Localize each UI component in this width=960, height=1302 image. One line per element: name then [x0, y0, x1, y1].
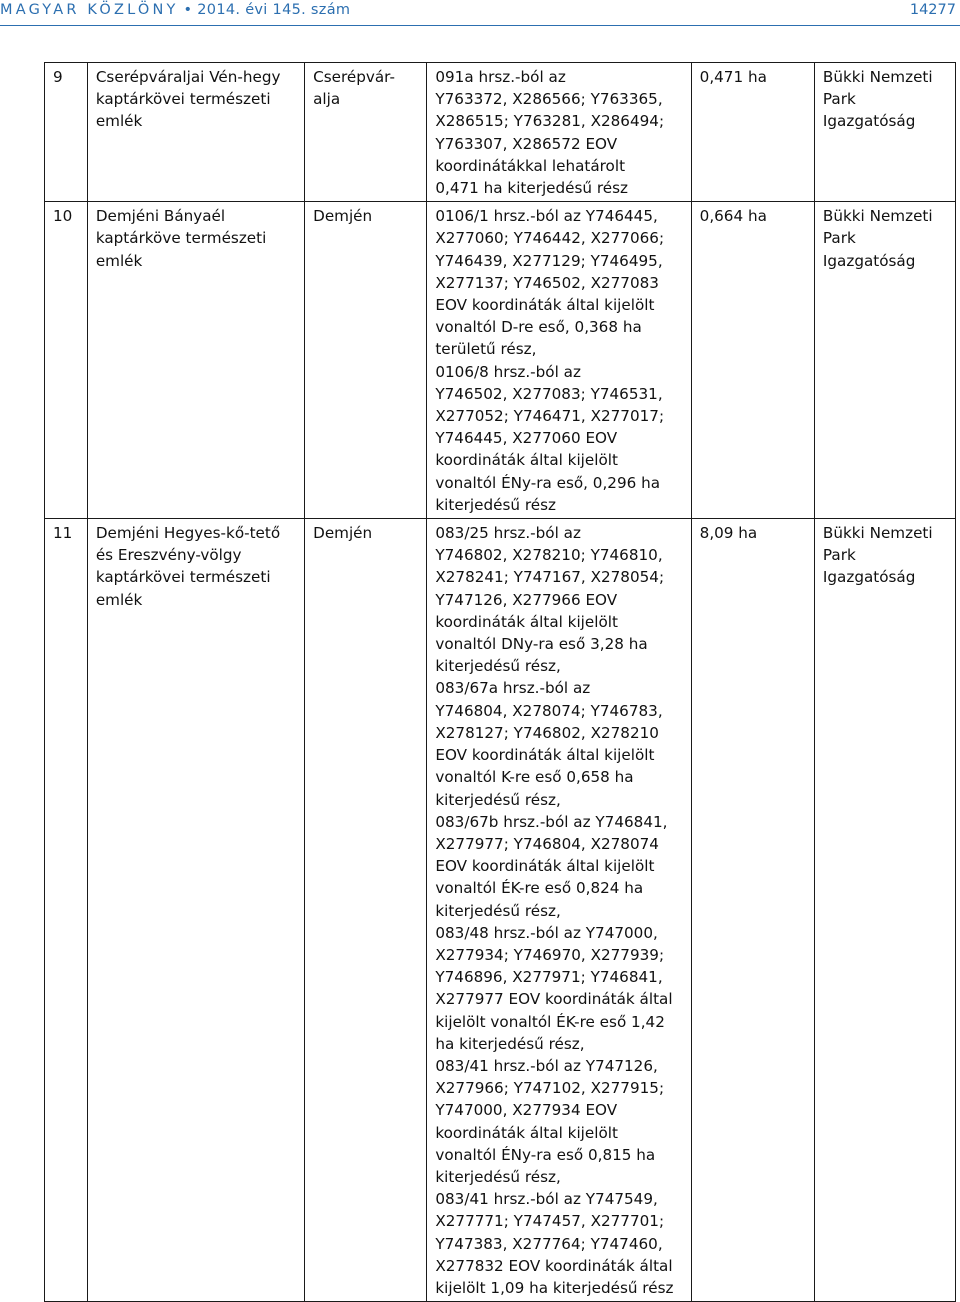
- settlement-cell: [305, 202, 427, 519]
- parcel-line: X278241; Y747167, X278054;: [435, 568, 665, 587]
- parcel-line: 083/48 hrsz.-ból az Y747000,: [435, 923, 658, 942]
- managing-body-line: Park: [822, 90, 856, 109]
- settlement-line: Demjén: [313, 207, 373, 226]
- area-cell: 0,471 ha: [691, 63, 814, 202]
- parcel-line: vonaltól ÉNy-ra eső 0,815 ha: [435, 1145, 656, 1164]
- managing-body-cell: [814, 63, 955, 202]
- parcel-line: X277137; Y746502, X277083: [435, 273, 659, 292]
- managing-body-cell: [814, 519, 955, 1302]
- issue-label: 2014. évi 145. szám: [197, 2, 351, 18]
- settlement-line: Demjén: [313, 524, 373, 543]
- managing-body-cell: [814, 202, 955, 519]
- gazette-name: MAGYAR KÖZLÖNY: [0, 2, 179, 18]
- parcel-description-cell: [427, 63, 691, 202]
- parcel-line: X277060; Y746442, X277066;: [435, 229, 665, 248]
- parcel-line: 083/41 hrsz.-ból az Y747549,: [435, 1190, 658, 1209]
- parcel-line: 083/25 hrsz.-ból az: [435, 524, 581, 543]
- area-cell: 8,09 ha: [691, 519, 814, 1302]
- header-divider: [0, 25, 960, 26]
- parcel-line: EOV koordináták által kijelölt: [435, 857, 655, 876]
- parcel-line: Y746439, X277129; Y746495,: [435, 251, 663, 270]
- parcel-line: koordináták által kijelölt: [435, 451, 618, 470]
- row-number: 9: [45, 63, 88, 202]
- site-name-line: emlék: [95, 590, 143, 609]
- parcel-line: X277977; Y746804, X278074: [435, 834, 659, 853]
- parcel-line: Y746804, X278074; Y746783,: [435, 701, 663, 720]
- table-row: [45, 63, 956, 202]
- site-name-line: Cserépváraljai Vén-hegy: [95, 68, 281, 86]
- parcel-line: 0106/1 hrsz.-ból az Y746445,: [435, 207, 658, 226]
- managing-body-line: Bükki Nemzeti: [822, 524, 933, 543]
- managing-body-line: Igazgatóság: [822, 568, 916, 587]
- site-name-line: emlék: [95, 251, 143, 270]
- parcel-line: kiterjedésű rész,: [435, 790, 561, 809]
- parcel-line: Y746445, X277060 EOV: [435, 429, 618, 448]
- parcel-line: Y747126, X277966 EOV: [435, 590, 618, 609]
- parcel-line: kiterjedésű rész,: [435, 1167, 561, 1186]
- settlement-line: alja: [313, 90, 341, 109]
- parcel-line: kijelölt 1,09 ha kiterjedésű rész: [435, 1278, 674, 1297]
- settlement-cell: [305, 63, 427, 202]
- site-name-line: Demjéni Hegyes-kő-tető: [95, 524, 281, 543]
- parcel-line: 0,471 ha kiterjedésű rész: [435, 179, 629, 198]
- parcel-line: Y746802, X278210; Y746810,: [435, 546, 663, 565]
- area-cell: 0,664 ha: [691, 202, 814, 519]
- parcel-line: EOV koordináták által kijelölt: [435, 296, 655, 315]
- settlement-cell: [305, 519, 427, 1302]
- parcel-line: kiterjedésű rész: [435, 495, 556, 514]
- site-name-line: emlék: [95, 112, 143, 131]
- site-name-line: kaptárkövei természeti: [95, 90, 271, 109]
- parcel-line: 091a hrsz.-ból az: [435, 68, 566, 86]
- parcel-description-cell: [427, 202, 691, 519]
- managing-body-line: Igazgatóság: [822, 112, 916, 131]
- parcel-line: területű rész,: [435, 340, 537, 359]
- parcel-line: Y747000, X277934 EOV: [435, 1101, 618, 1120]
- parcel-line: vonaltól ÉNy-ra eső, 0,296 ha: [435, 473, 661, 492]
- parcel-line: kiterjedésű rész,: [435, 901, 561, 920]
- settlement-line: Cserépvár-: [313, 68, 395, 86]
- site-name-cell: [87, 519, 304, 1302]
- managing-body-line: Bükki Nemzeti: [822, 68, 933, 86]
- gazette-title: [0, 2, 350, 18]
- parcel-line: 083/67a hrsz.-ból az: [435, 679, 591, 698]
- parcel-line: vonaltól ÉK-re eső 0,824 ha: [435, 879, 644, 898]
- header-bullet: •: [183, 2, 193, 18]
- parcel-line: X277832 EOV koordináták által: [435, 1256, 673, 1275]
- parcel-line: 0106/8 hrsz.-ból az: [435, 362, 581, 381]
- table-row: [45, 519, 956, 1302]
- parcel-line: koordináták által kijelölt: [435, 1123, 618, 1142]
- site-name-line: és Ereszvény-völgy: [95, 546, 242, 565]
- parcel-line: EOV koordináták által kijelölt: [435, 746, 655, 765]
- protected-sites-table: [44, 62, 956, 1302]
- row-number: 10: [45, 202, 88, 519]
- parcel-line: koordinátákkal lehatárolt: [435, 156, 626, 175]
- parcel-line: 083/67b hrsz.-ból az Y746841,: [435, 812, 668, 831]
- parcel-line: X277771; Y747457, X277701;: [435, 1212, 665, 1231]
- parcel-line: X277934; Y746970, X277939;: [435, 945, 665, 964]
- managing-body-line: Igazgatóság: [822, 251, 916, 270]
- parcel-line: Y763307, X286572 EOV: [435, 134, 618, 153]
- parcel-description-cell: [427, 519, 691, 1302]
- managing-body-line: Park: [822, 546, 856, 565]
- parcel-line: X286515; Y763281, X286494;: [435, 112, 665, 131]
- parcel-line: X277052; Y746471, X277017;: [435, 407, 665, 426]
- row-number: 11: [45, 519, 88, 1302]
- site-name-line: Demjéni Bányaél: [95, 207, 226, 226]
- site-name-line: kaptárkövei természeti: [95, 568, 271, 587]
- parcel-line: Y746502, X277083; Y746531,: [435, 384, 663, 403]
- page-number: 14277: [909, 2, 956, 18]
- parcel-line: ha kiterjedésű rész,: [435, 1034, 585, 1053]
- parcel-line: X277977 EOV koordináták által: [435, 990, 673, 1009]
- site-name-line: kaptárköve természeti: [95, 229, 267, 248]
- parcel-line: koordináták által kijelölt: [435, 612, 618, 631]
- parcel-line: X278127; Y746802, X278210: [435, 723, 659, 742]
- parcel-line: Y746896, X277971; Y746841,: [435, 968, 663, 987]
- running-header: [0, 0, 960, 36]
- parcel-line: kijelölt vonaltól ÉK-re eső 1,42: [435, 1012, 665, 1031]
- parcel-line: X277966; Y747102, X277915;: [435, 1079, 665, 1098]
- parcel-line: vonaltól K-re eső 0,658 ha: [435, 768, 634, 787]
- parcel-line: vonaltól D-re eső, 0,368 ha: [435, 318, 642, 337]
- parcel-line: 083/41 hrsz.-ból az Y747126,: [435, 1056, 658, 1075]
- site-name-cell: [87, 202, 304, 519]
- parcel-line: Y747383, X277764; Y747460,: [435, 1234, 663, 1253]
- managing-body-line: Park: [822, 229, 856, 248]
- managing-body-line: Bükki Nemzeti: [822, 207, 933, 226]
- parcel-line: kiterjedésű rész,: [435, 657, 561, 676]
- parcel-line: Y763372, X286566; Y763365,: [435, 90, 663, 109]
- site-name-cell: [87, 63, 304, 202]
- parcel-line: vonaltól DNy-ra eső 3,28 ha: [435, 635, 648, 654]
- table-row: [45, 202, 956, 519]
